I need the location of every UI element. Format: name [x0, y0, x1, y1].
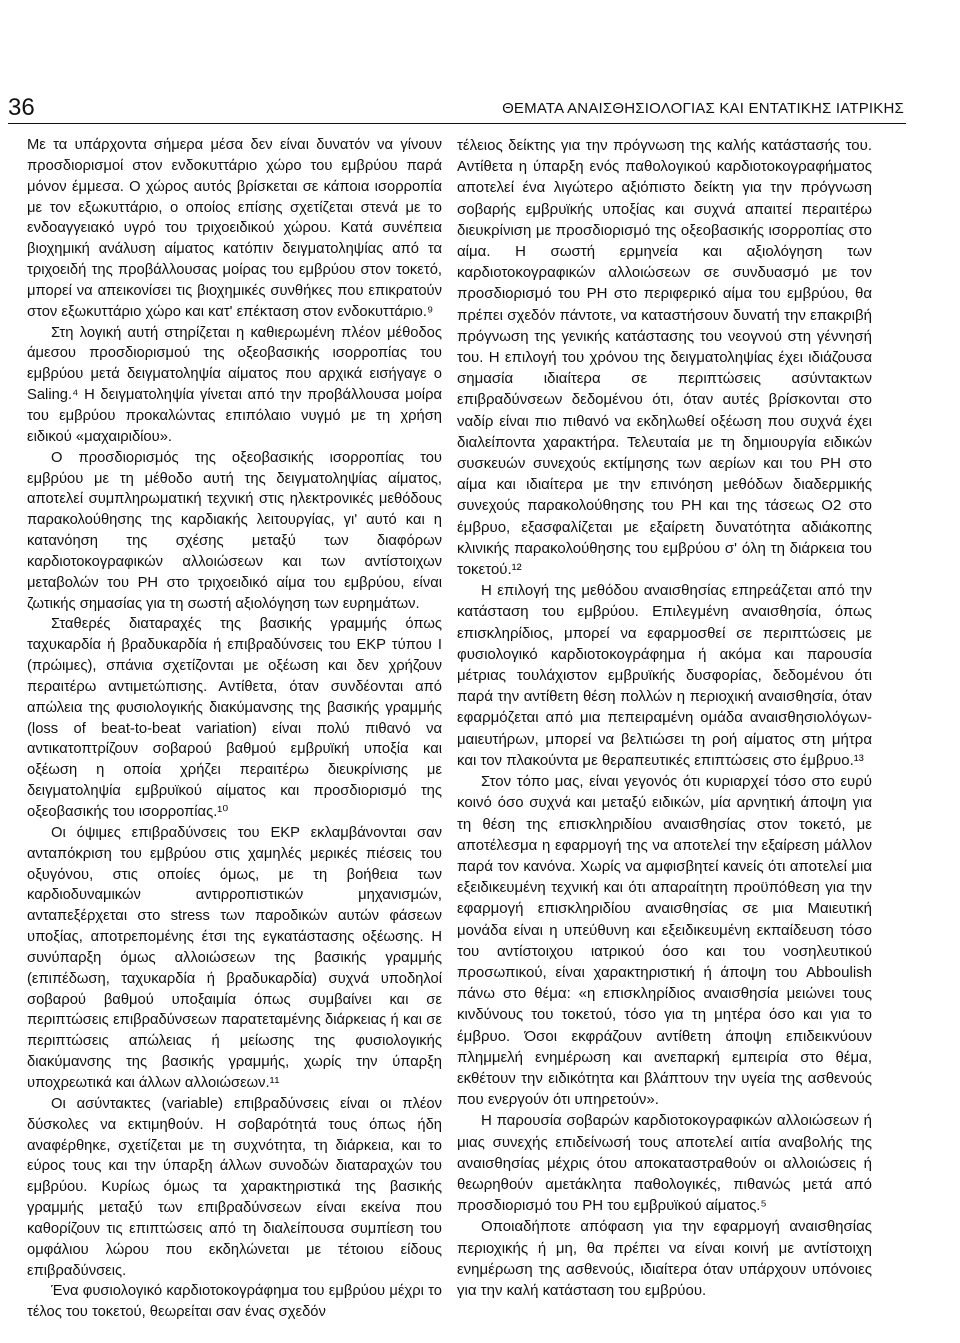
- paragraph: Οι όψιμες επιβραδύνσεις του ΕΚΡ εκλαμβάνονται σαν ανταπόκριση του εμβρύου στις χαμηλές μερικές πιέσεις του οξυγόνου, στις οποίες όμως, με τη βοήθεια των καρδιοδυναμικών αντιρροπιστικών μηχανισμών, ανταπεξέρχεται στο stress των παροδικών αυτών φάσεων υποξίας, αποτρεπομένης έτσι της εγκατάστασης οξέωσης. Η συνύπαρξη όμως αλλοιώσεων της βασικής γραμμής (επιπέδωση, ταχυκαρδία ή βραδυκαρδία) συχνά υποδηλοί σοβαρού βαθμού υποξαιμία όπως συμβαίνει και σε περιπτώσεις επιβραδύνσεων παρατεταμένης διάρκειας ή και σε περιπτώσεις απώλειας ή μείωσης της φυσιολογικής διακύμανσης της βασικής γραμμής, χωρίς την ύπαρξη υποχρεωτικά και άλλων αλλοιώσεων.¹¹: [27, 824, 442, 1091]
- paragraph: Σταθερές διαταραχές της βασικής γραμμής όπως ταχυκαρδία ή βραδυκαρδία ή επιβραδύνσεις του ΕΚΡ τύπου Ι (πρώιμες), σπάνια σχετίζονται με οξέωση και δεν χρήζουν περαιτέρω αντιμετώπισης. Αντίθετα, όταν συνδέονται από απώλεια της φυσιολογικής διακύμανσης της βασικής γραμμής (loss of beat-to-beat variation) είναι πολύ πιθανό να αντικατοπτρίζουν σοβαρού βαθμού εμβρυϊκή υποξία και οξέωση η οποία χρήζει περαιτέρω διευκρίνισης με δειγματοληψία εμβρυϊκού αίματος και προσδιορισμό της οξεοβασικής του ισορροπίας.¹⁰: [27, 616, 442, 820]
- page-number: 36: [8, 94, 35, 121]
- paragraph: Ένα φυσιολογικό καρδιοτοκογράφημα του εμβρύου μέχρι το τέλος του τοκετού, θεωρείται σαν ένας σχεδόν: [27, 1283, 442, 1321]
- paragraph: Οποιαδήποτε απόφαση για την εφαρμογή αναισθησίας περιοχικής ή μη, θα πρέπει να είναι κοινή με αντίστοιχη ενημέρωση της ασθενούς, ιδιαίτερα όταν υπάρχουν υπόνοιες για την καλή κατάσταση του εμβρύου.: [457, 1218, 872, 1299]
- right-column: [457, 135, 872, 1301]
- paragraph: Στον τόπο μας, είναι γεγονός ότι κυριαρχεί τόσο στο ευρύ κοινό όσο συχνά και μεταξύ ειδικών, μία αρνητική άποψη για τη θέση της επισκληριδίου αναισθησίας στον τοκετό, με αποτέλεσμα η εφαρμογή της να αποτελεί την εξαίρεση μάλλον παρά τον κανόνα. Χωρίς να αμφισβητεί κανείς ότι αποτελεί μια εξειδικευμένη τεχνική και ότι απαραίτητη προϋπόθεση για την εφαρμογή επισκληριδίου αναισθησίας σε μια Μαιευτική μονάδα είναι η υπεύθυνη και εξειδικευμένη εκπαίδευση τόσο του αντίστοιχου ιατρικού όσο και του νοσηλευτικού προσωπικού, είναι χαρακτηριστική ή άποψη του Abboulish πάνω στο θέμα: «η επισκληρίδιος αναισθησία μειώνει τους κινδύνους του τοκετού, τόσο για τη μητέρα όσο και για το έμβρυο. Όσοι εκφράζουν αντίθετη άποψη επιδεικνύουν πλημμελή ενημέρωση και ανεπαρκή εμπειρία στο θέμα, εκθέτουν την ειδικότητα και βλάπτουν την υγεία της ασθενούς που ενεργούν ότι υπηρετούν».: [457, 773, 872, 1109]
- header-rule: [8, 123, 906, 124]
- paragraph: Η επιλογή της μεθόδου αναισθησίας επηρεάζεται από την κατάσταση του εμβρύου. Επιλεγμένη αναισθησία, όπως επισκληρίδιος, μπορεί να εφαρμοσθεί σε περιπτώσεις με φυσιολογικό καρδιοτοκογράφημα ή ακόμα και παρουσία μέτριας τουλάχιστον εμβρυϊκής δυσφορίας, δεδομένου ότι παρά την αντίθετη θέση πολλών η περιοχική αναισθησία, όταν εφαρμόζεται από μια πεπειραμένη ομάδα αναισθησιολόγων-μαιευτήρων, μπορεί να βελτιώσει τη ροή αίματος στη μήτρα και τον πλακούντα με θεραπευτικές επιπτώσεις στο έμβρυο.¹³: [457, 582, 872, 769]
- paragraph: Στη λογική αυτή στηρίζεται η καθιερωμένη πλέον μέθοδος άμεσου προσδιορισμού της οξεοβασικής ισορροπίας του εμβρύου μετά δειγματοληψία αίματος που αρχικά εισήγαγε ο Saling.⁴ Η δειγματοληψία γίνεται από την προβάλλουσα μοίρα του εμβρύου προκαλώντας επιπόλαιο νυγμό με τη χρήση ειδικού «μαχαιριδίου».: [27, 324, 442, 445]
- paragraph: τέλειος δείκτης για την πρόγνωση της καλής κατάστασής του. Αντίθετα η ύπαρξη ενός παθολογικού καρδιοτοκογραφήματος αποτελεί ένα λιγώτερο αξιόπιστο δείκτη για την πρόγνωση σοβαρής εμβρυϊκής υποξίας και συχνά απαιτεί περαιτέρω διευκρίνιση με προσδιορισμό της οξεοβασικής ισορροπίας στο αίμα. Η σωστή ερμηνεία και αξιολόγηση των καρδιοτοκογραφικών αλλοιώσεων σε συνδυασμό με τον προσδιορισμό του PH στο περιφερικό αίμα του εμβρύου, θα πρέπει σχεδόν πάντοτε, να καταστήσουν δυνατή την επακριβή πρόγνωση της γενικής κατάστασης του νεογνού στη γέννησή του. Η επιλογή του χρόνου της δειγματοληψίας έχει ιδιάζουσα σημασία ιδιαίτερα σε περιπτώσεις ασύντακτων επιβραδύνσεων δεδομένου ότι, όταν αυτές βρίσκονται στο ναδίρ είναι πιο πιθανό να εκδηλωθεί οξέωση που συχνά έχει διαλείποντα χαρακτήρα. Τελευταία με τη δημιουργία ειδικών συσκευών συνεχούς εκτίμησης των αερίων και του PH στο αίμα και ιδιαίτερα με την επινόηση μεθόδων διαδερμικής συνεχούς παρακολούθησης του PH και της τάσεως O2 στο έμβρυο, εξασφαλίζεται με εξαίρετη δυνατότητα αδιάκοπης κλινικής παρακολούθησης του εμβρύου σ' όλη τη διάρκεια του τοκετού.¹²: [457, 137, 872, 579]
- paragraph: Ο προσδιορισμός της οξεοβασικής ισορροπίας του εμβρύου με τη μέθοδο αυτή της δειγματοληψίας αίματος, αποτελεί συμπληρωματική τεχνική στις ηλεκτρονικές μεθόδους παρακολούθησης της καρδιακής λειτουργίας, γι' αυτό και η κατανόηση της σχέσης μεταξύ των διαφόρων καρδιοτοκογραφικών αλλοιώσεων και των αντίστοιχων μεταβολών του PH στο τριχοειδικό αίμα του εμβρύου, είναι ζωτικής σημασίας για τη σωστή αξιολόγηση των ευρημάτων.: [27, 449, 442, 612]
- running-title: ΘΕΜΑΤΑ ΑΝΑΙΣΘΗΣΙΟΛΟΓΙΑΣ ΚΑΙ ΕΝΤΑΤΙΚΗΣ ΙΑΤΡΙΚΗΣ: [502, 100, 904, 117]
- paragraph: Οι ασύντακτες (variable) επιβραδύνσεις είναι οι πλέον δύσκολες να εκτιμηθούν. Η σοβαρότητά τους όπως ήδη αναφέρθηκε, σχετίζεται με τη συχνότητα, τη διάρκεια, και το εύρος τους και την ύπαρξη άλλων συνοδών διαταραχών του εμβρύου. Κυρίως όμως τα χαρακτηριστικά της βασικής γραμμής μεταξύ των επιβραδύνσεων είναι εκείνα που καθορίζουν τις επιπτώσεις από τη διαλείπουσα συμπίεση του ομφάλιου λώρου που εκδηλώνεται με τέτοιου είδους επιβραδύνσεις.: [27, 1095, 442, 1279]
- paragraph: Με τα υπάρχοντα σήμερα μέσα δεν είναι δυνατόν να γίνουν προσδιορισμοί στον ενδοκυττάριο χώρο του εμβρύου παρά μόνον έμμεσα. Ο χώρος αυτός βρίσκεται σε κάποια ισορροπία με τον εξωκυττάριο, ο οποίος επίσης σχετίζεται στενά με το ενδοαγγειακό υγρό του τριχοειδικού χώρου. Κατά συνέπεια βιοχημική ανάλυση αίματος κατόπιν δειγματοληψίας από τα τριχοειδή της προβάλλουσας μοίρας του εμβρύου στον τοκετό, μπορεί να απεικονίσει τις βιοχημικές συνθήκες που επικρατούν στον εξωκυττάριο χώρο και κατ' επέκταση στον ενδοκυττάριο.⁹: [27, 137, 442, 320]
- paragraph: Η παρουσία σοβαρών καρδιοτοκογραφικών αλλοιώσεων ή μιας συνεχής επιδείνωσή τους αποτελεί αιτία αναβολής της αναισθησίας μέχρις ότου αποκαταστραθούν οι αλλοιώσεις ή θεωρηθούν αμετάκλητα παθολογικές, πιθανώς μετά από προσδιορισμό του PH του εμβρυϊκού αίματος.⁵: [457, 1112, 872, 1215]
- left-column: [27, 135, 442, 1323]
